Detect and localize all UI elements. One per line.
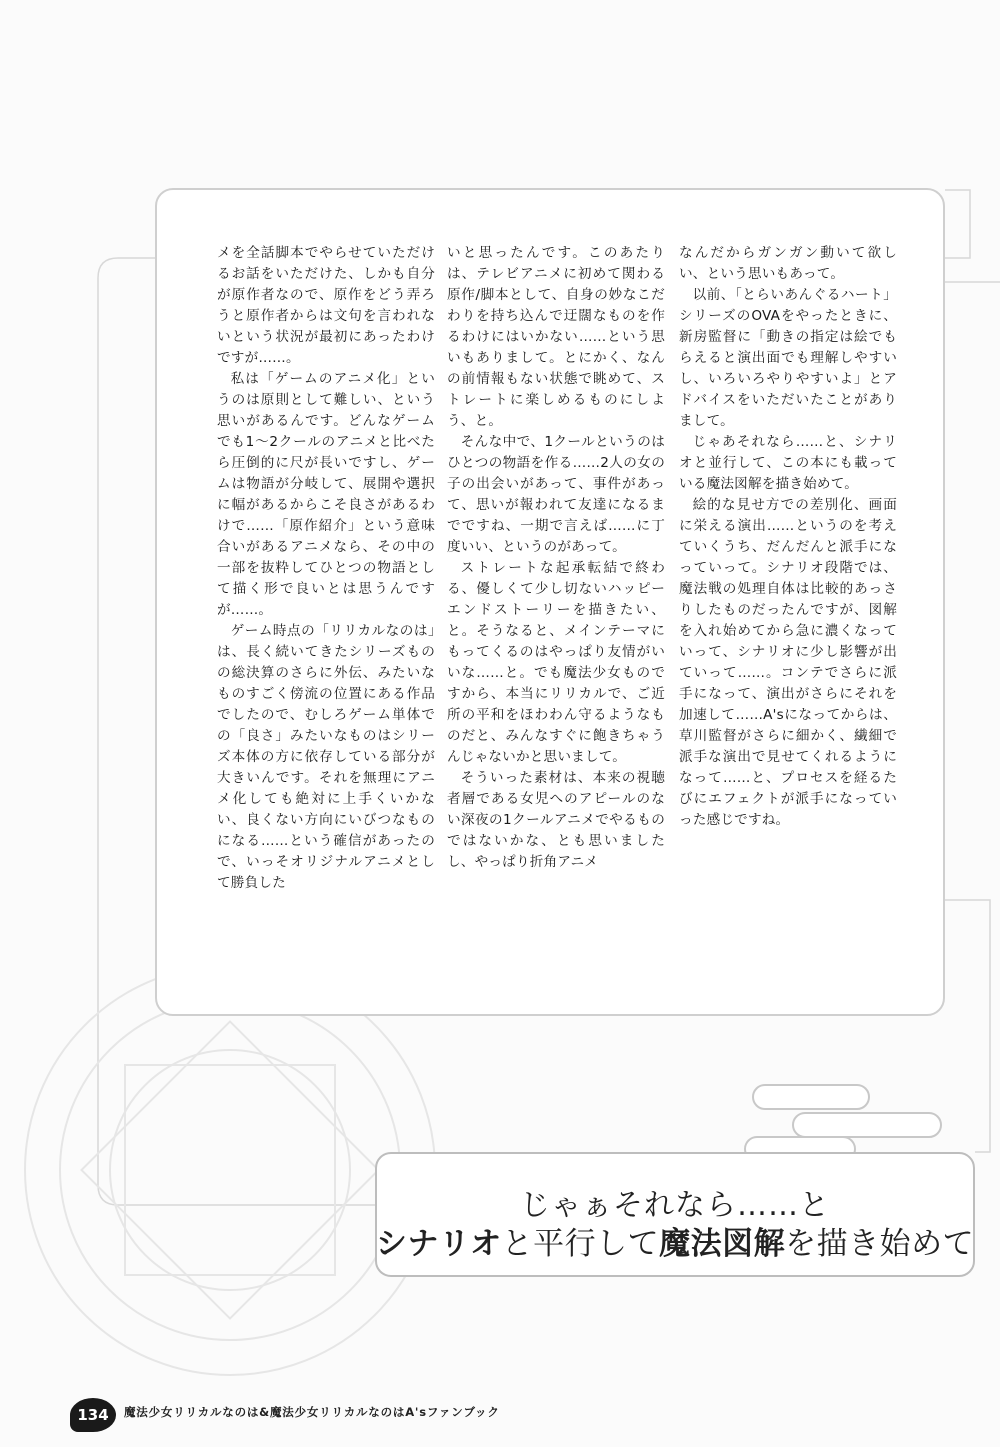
book-title-footer: 魔法少女リリカルなのは&魔法少女リリカルなのはA'sファンブック (124, 1405, 500, 1419)
decorative-pill (752, 1084, 870, 1110)
heading-emphasis: シナリオ (375, 1226, 502, 1262)
page-number: 134 (70, 1398, 116, 1432)
heading-text: を描き始めて (785, 1226, 975, 1262)
paragraph: そんな中で、1クールというのはひとつの物語を作る……2人の女の子の出会いがあって、事件があって、思いが報われて友達になるまでですね、一期で言えば……に丁度いい、というのがあって。 (447, 434, 665, 555)
paragraph: メを全話脚本でやらせていただけるお話をいただけた、しかも自分が原作者なので、原作をどう弄ろうと原作者からは文句を言われないという状況が最初にあったわけですが……。 (217, 245, 435, 366)
paragraph: 以前、「とらいあんぐるハート」シリーズのOVAをやったときに、新房監督に「動きの指定は絵でもらえると演出面でも理解しやすいし、いろいろやりやすいよ」とアドバイスをいただいたことがありまして。 (679, 287, 897, 429)
paragraph: ストレートな起承転結で終わる、優しくて少し切ないハッピーエンドストーリーを描きたい、と。そうなると、メインテーマにもってくるのはやっぱり友情がいいな……と。でも魔法少女ものですから、本当にリリカルで、ご近所の平和をほわわん守るようなものだと、みんなすぐに飽きちゃうんじゃないかと思いまして。 (447, 560, 665, 765)
paragraph: じゃあそれなら……と、シナリオと並行して、この本にも載っている魔法図解を描き始めて。 (679, 434, 897, 492)
article-column-1 (217, 243, 435, 894)
section-heading-line-1: じゃぁそれなら……と (520, 1188, 830, 1223)
heading-emphasis: 魔法図解 (659, 1226, 786, 1262)
paragraph: 私は「ゲームのアニメ化」というのは原則として難しい、という思いがあるんです。どんなゲームでも1～2クールのアニメと比べたら圧倒的に尺が長いですし、ゲームは物語が分岐して、展開や選択に幅があるからこそ良さがあるわけで……「原作紹介」という意味合いがあるアニメなら、その中の一部を抜粋してひとつの物語として描く形で良いとは思うんですが……。 (217, 371, 435, 618)
paragraph: いと思ったんです。このあたりは、テレビアニメに初めて関わる原作/脚本として、自身の妙なこだわりを持ち込んで迂闊なものを作るわけにはいかない……という思いもありまして。とにかく、なんの前情報もない状態で眺めて、ストレートに楽しめるものにしよう、と。 (447, 245, 665, 429)
magic-circle-watermark (25, 965, 435, 1375)
paragraph: そういった素材は、本来の視聴者層である女児へのアピールのない深夜の1クールアニメでやるものではないかな、とも思いましたし、やっぱり折角アニメ (447, 770, 665, 870)
paragraph: なんだからガンガン動いて欲しい、という思いもあって。 (679, 245, 897, 282)
paragraph: 絵的な見せ方での差別化、画面に栄える演出……というのを考えていくうち、だんだんと派手になっていって。シナリオ段階では、魔法戦の処理自体は比較的あっさりしたものだったんですが、図解を入れ始めてから急に濃くなっていって、シナリオに少し影響が出ていって……。コンテでさらに派手になって、演出がさらにそれを加速して……A'sになってからは、草川監督がさらに細かく、繊細で派手な演出で見せてくれるようになって……と、プロセスを経るたびにエフェクトが派手になっていった感じですね。 (679, 497, 897, 828)
paragraph: ゲーム時点の「リリカルなのは」は、長く続いてきたシリーズものの総決算のさらに外伝、みたいなものすごく傍流の位置にある作品でしたので、むしろゲーム単体での「良さ」みたいなものはシリーズ本体の方に依存している部分が大きいんです。それを無理にアニメ化しても絶対に上手くいかない、良くない方向にいびつなものになる……という確信があったので、いっそオリジナルアニメとして勝負した (217, 623, 435, 891)
article-column-3 (679, 243, 897, 831)
heading-text: と平行して (501, 1226, 660, 1262)
decorative-pill (792, 1112, 942, 1138)
section-heading-line-2 (375, 1218, 975, 1263)
article-column-2 (447, 243, 665, 873)
